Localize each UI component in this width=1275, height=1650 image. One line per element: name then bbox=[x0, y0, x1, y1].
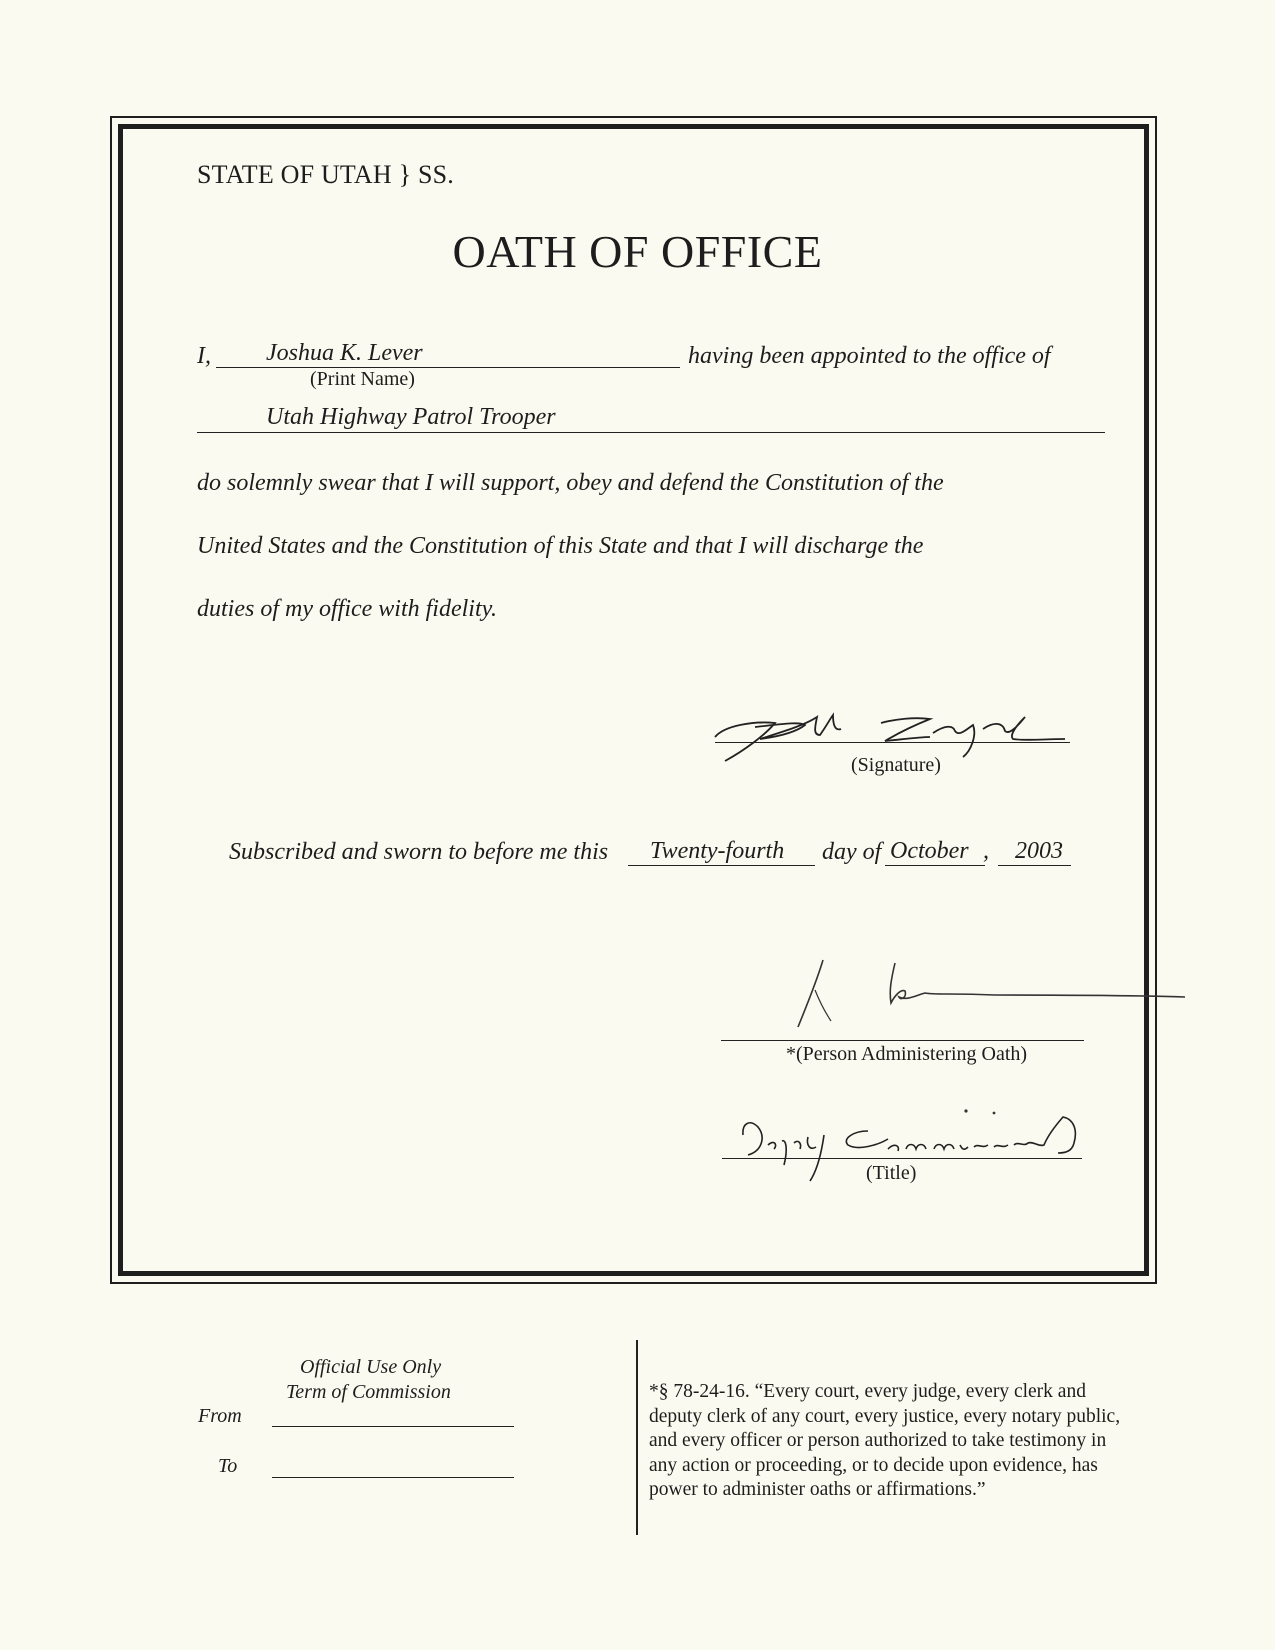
title-caption: (Title) bbox=[866, 1162, 917, 1184]
signature-line bbox=[715, 720, 1070, 743]
month-value: October bbox=[890, 838, 969, 864]
section-divider bbox=[636, 1340, 638, 1535]
to-label: To bbox=[218, 1455, 238, 1477]
to-line bbox=[272, 1455, 514, 1478]
administrator-caption: *(Person Administering Oath) bbox=[786, 1043, 1028, 1065]
oath-body-line-1: do solemnly swear that I will support, obey and defend the Constitution of the bbox=[197, 470, 944, 496]
oath-body-line-2: United States and the Constitution of this State and that I will discharge the bbox=[197, 533, 924, 559]
subscribed-lead: Subscribed and sworn to before me this bbox=[229, 839, 609, 865]
printed-name-value: Joshua K. Lever bbox=[266, 340, 423, 366]
document-title: OATH OF OFFICE bbox=[452, 226, 823, 277]
term-of-commission-heading: Term of Commission bbox=[286, 1381, 451, 1403]
from-label: From bbox=[198, 1405, 242, 1427]
from-line bbox=[272, 1404, 514, 1427]
signature-caption: (Signature) bbox=[851, 754, 941, 776]
oath-pronoun: I, bbox=[197, 343, 211, 369]
comma-text: , bbox=[983, 838, 989, 864]
official-use-heading: Official Use Only bbox=[300, 1356, 442, 1378]
title-line bbox=[722, 1136, 1082, 1159]
oath-body-line-3: duties of my office with fidelity. bbox=[197, 596, 497, 622]
administrator-line bbox=[721, 1016, 1084, 1041]
year-value: 2003 bbox=[1015, 838, 1063, 864]
appointed-text: having been appointed to the office of bbox=[688, 343, 1051, 369]
statute-text: *§ 78-24-16. “Every court, every judge, every clerk and deputy clerk of any court, every justice, every notary public, and every officer or person authorized to take testimony in any action or proceeding, or to decide upon evidence, has power to administer oaths or affirmations.” bbox=[649, 1381, 1121, 1500]
day-value: Twenty-fourth bbox=[650, 838, 785, 864]
office-value: Utah Highway Patrol Trooper bbox=[266, 404, 556, 430]
day-of-text: day of bbox=[822, 839, 882, 865]
venue-heading: STATE OF UTAH } SS. bbox=[197, 160, 454, 189]
print-name-caption: (Print Name) bbox=[310, 368, 415, 390]
